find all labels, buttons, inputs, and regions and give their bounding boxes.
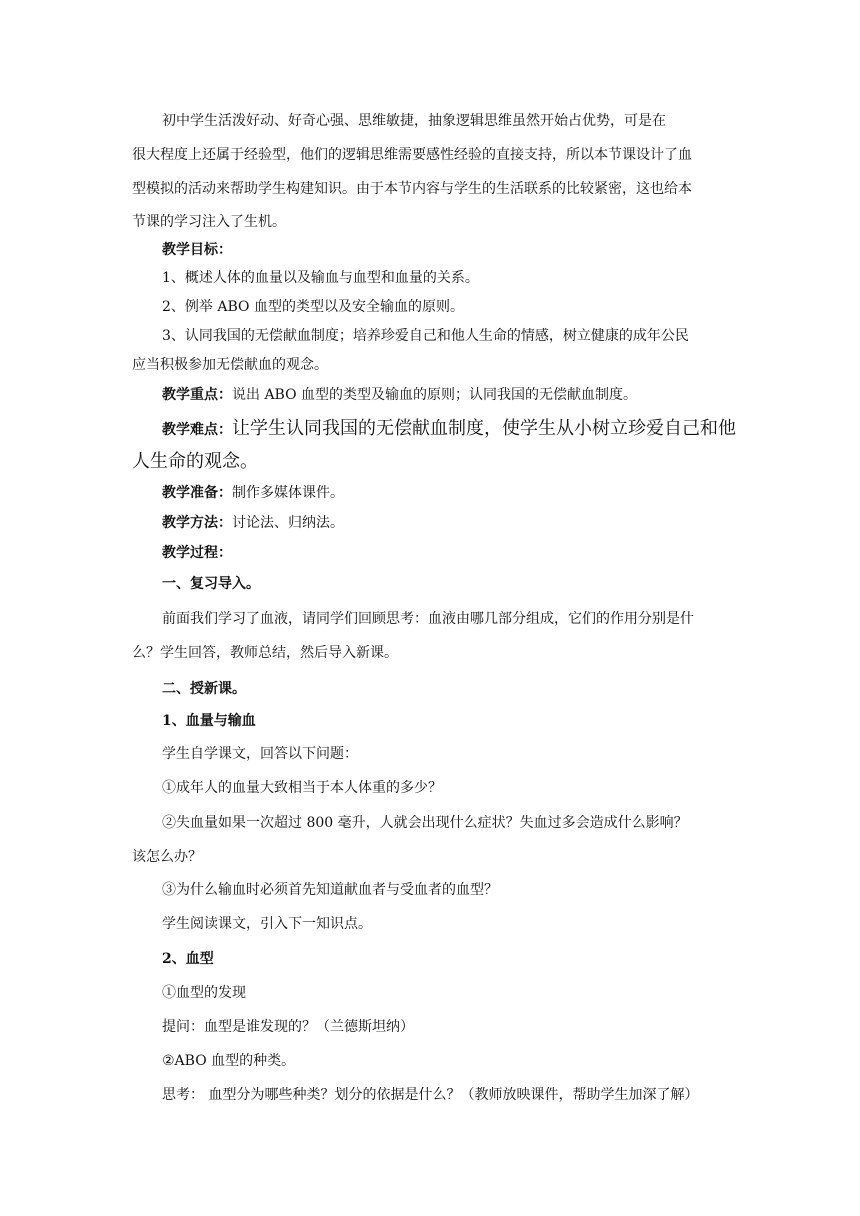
difficulty-cont: 人生命的观念。 [132,451,258,472]
question-2-cont: 该怎么办？ [132,849,202,865]
objective-1: 1、概述人体的血量以及输血与血型和血量的关系。 [162,270,479,286]
intro-line-1: 初中学生活泼好动、好奇心强、思维敏捷，抽象逻辑思维虽然开始占优势，可是在 [162,113,666,129]
objectives-heading: 教学目标： [162,242,232,258]
sub2-point-1: ①血型的发现 [162,985,246,1001]
section1-text-1: 前面我们学习了血液，请同学们回顾思考：血液由哪几部分组成，它们的作用分别是什 [162,611,694,627]
question-3: ③为什么输血时必须首先知道献血者与受血者的血型？ [162,882,498,898]
method [162,513,732,533]
intro-line-2: 很大程度上还属于经验型，他们的逻辑思维需要感性经验的直接支持，所以本节课设计了血 [132,147,692,163]
method-text: 讨论法、归纳法。 [232,515,344,531]
intro-line-3: 型模拟的活动来帮助学生构建知识。由于本节内容与学生的生活联系的比较紧密，这也给本 [132,181,692,197]
process-heading: 教学过程： [162,545,232,561]
sub2-title: 2、血型 [162,951,214,967]
section1-title: 一、复习导入。 [162,576,260,592]
objective-3: 3、认同我国的无偿献血制度；培养珍爱自己和他人生命的情感，树立健康的成年公民 [162,328,689,344]
objective-2: 2、例举 ABO 血型的类型以及安全输血的原则。 [162,299,464,315]
intro-line-4: 节课的学习注入了生机。 [132,214,286,230]
question-2: ②失血量如果一次超过 800 毫升，人就会出现什么症状？失血过多会造成什么影响？ [162,815,688,831]
preparation-text: 制作多媒体课件。 [232,485,344,501]
section2-title: 二、授新课。 [162,681,246,697]
objective-3-cont: 应当积极参加无偿献血的观念。 [132,357,328,373]
question-1: ①成年人的血量大致相当于本人体重的多少？ [162,780,442,796]
difficulty-text: 让学生认同我国的无偿献血制度，使学生从小树立珍爱自己和他 [232,418,736,439]
sub1-end: 学生阅读课文，引入下一知识点。 [162,916,372,932]
sub1-intro: 学生自学课文，回答以下问题： [162,746,358,762]
key-points-label: 教学重点： [162,387,232,403]
section1-text-2: 么？学生回答，教师总结，然后导入新课。 [132,645,398,661]
key-points-text: 说出 ABO 血型的类型及输血的原则；认同我国的无偿献血制度。 [232,387,638,403]
sub2-think: 思考： 血型分为哪些种类？划分的依据是什么？（教师放映课件，帮助学生加深了解） [162,1087,699,1103]
method-label: 教学方法： [162,515,232,531]
key-points [162,385,732,405]
sub1-title: 1、血量与输血 [162,713,256,729]
difficulty-label: 教学难点： [162,422,232,438]
preparation [162,483,732,503]
preparation-label: 教学准备： [162,485,232,501]
sub2-question-1: 提问：血型是谁发现的？（兰德斯坦纳） [162,1019,414,1035]
difficulty [162,417,736,441]
sub2-point-2: ②ABO 血型的种类。 [162,1053,296,1069]
